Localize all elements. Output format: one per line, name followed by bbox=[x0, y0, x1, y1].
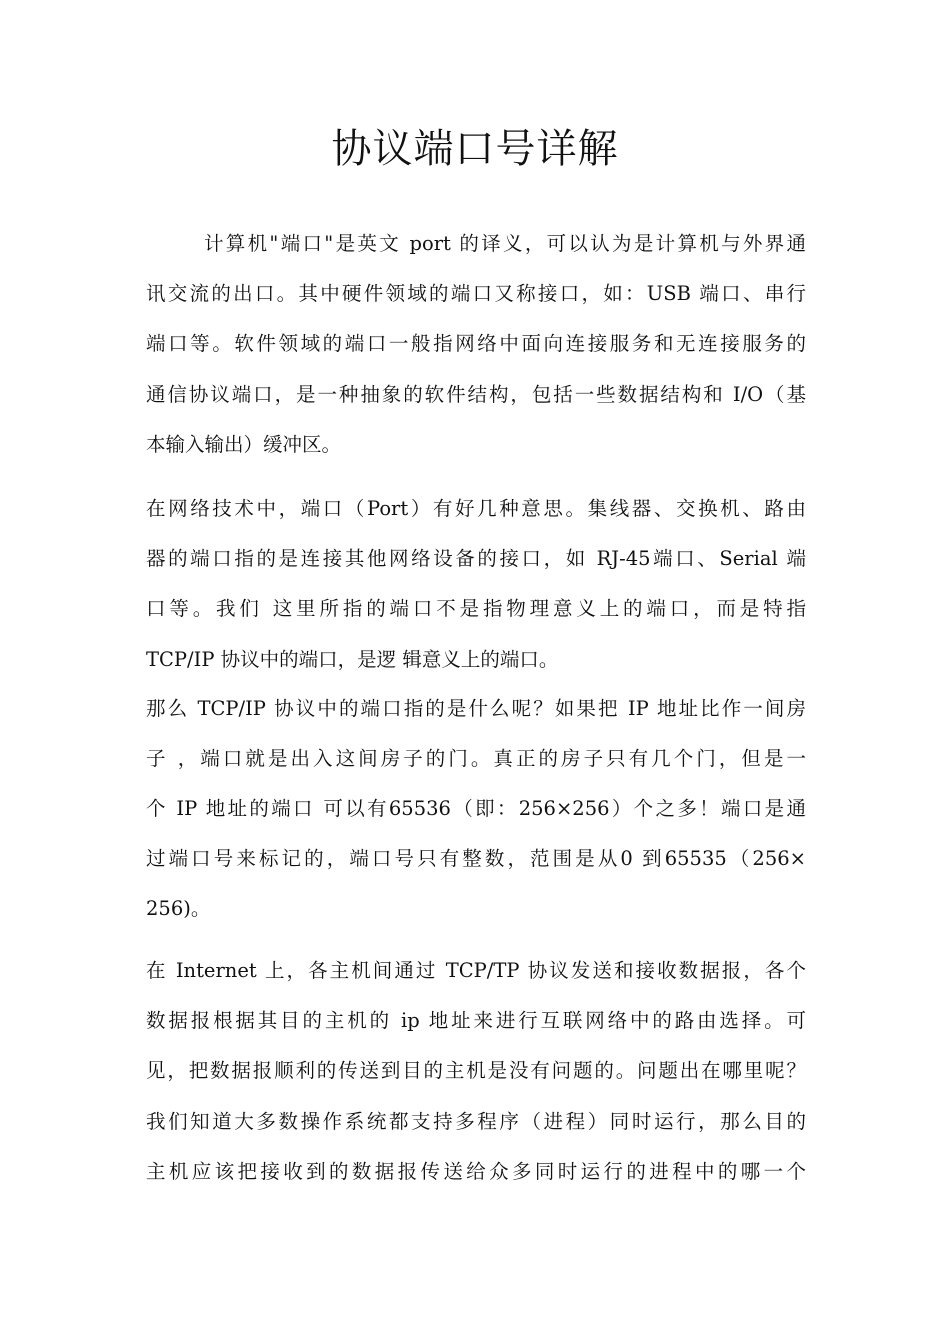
paragraph-1-line-4: 通信协议端口，是一种抽象的软件结构，包括一些数据结构和 I/O（基 bbox=[146, 383, 806, 406]
paragraph-3-line-5: 256)。 bbox=[146, 897, 211, 920]
paragraph-1-line-2: 讯交流的出口。其中硬件领域的端口又称接口，如：USB 端口、串行 bbox=[146, 282, 806, 305]
paragraph-1-line-5: 本输入输出）缓冲区。 bbox=[146, 433, 342, 456]
paragraph-3-line-1: 那么 TCP/IP 协议中的端口指的是什么呢？如果把 IP 地址比作一间房 bbox=[146, 697, 806, 720]
paragraph-4-line-5: 主机应该把接收到的数据报传送给众多同时运行的进程中的哪一个 bbox=[146, 1160, 806, 1183]
paragraph-3-line-2: 子 ，端口就是出入这间房子的门。真正的房子只有几个门，但是一 bbox=[146, 747, 806, 770]
paragraph-4-line-2: 数据报根据其目的主机的 ip 地址来进行互联网络中的路由选择。可 bbox=[146, 1009, 806, 1032]
paragraph-2-line-4: TCP/IP 协议中的端口，是逻 辑意义上的端口。 bbox=[146, 648, 559, 671]
paragraph-3-line-4: 过端口号来标记的，端口号只有整数，范围是从0 到65535（256× bbox=[146, 847, 806, 870]
paragraph-2-line-2: 器的端口指的是连接其他网络设备的接口，如 RJ-45端口、Serial 端 bbox=[146, 547, 806, 570]
paragraph-4-line-1: 在 Internet 上，各主机间通过 TCP/TP 协议发送和接收数据报，各个 bbox=[146, 959, 806, 982]
paragraph-4-line-3: 见，把数据报顺利的传送到目的主机是没有问题的。问题出在哪里呢？ bbox=[146, 1059, 806, 1082]
paragraph-4-line-4: 我们知道大多数操作系统都支持多程序（进程）同时运行，那么目的 bbox=[146, 1110, 806, 1133]
paragraph-1-line-3: 端口等。软件领域的端口一般指网络中面向连接服务和无连接服务的 bbox=[146, 332, 806, 355]
paragraph-1-line-1: 计算机"端口"是英文 port 的译义，可以认为是计算机与外界通 bbox=[204, 232, 806, 255]
paragraph-2-line-3: 口等。我们 这里所指的端口不是指物理意义上的端口，而是特指 bbox=[146, 597, 806, 620]
paragraph-3-line-3: 个 IP 地址的端口 可以有65536（即：256×256）个之多！端口是通 bbox=[146, 797, 806, 820]
document-title: 协议端口号详解 bbox=[331, 126, 619, 172]
paragraph-2-line-1: 在网络技术中，端口（Port）有好几种意思。集线器、交换机、路由 bbox=[146, 497, 806, 520]
